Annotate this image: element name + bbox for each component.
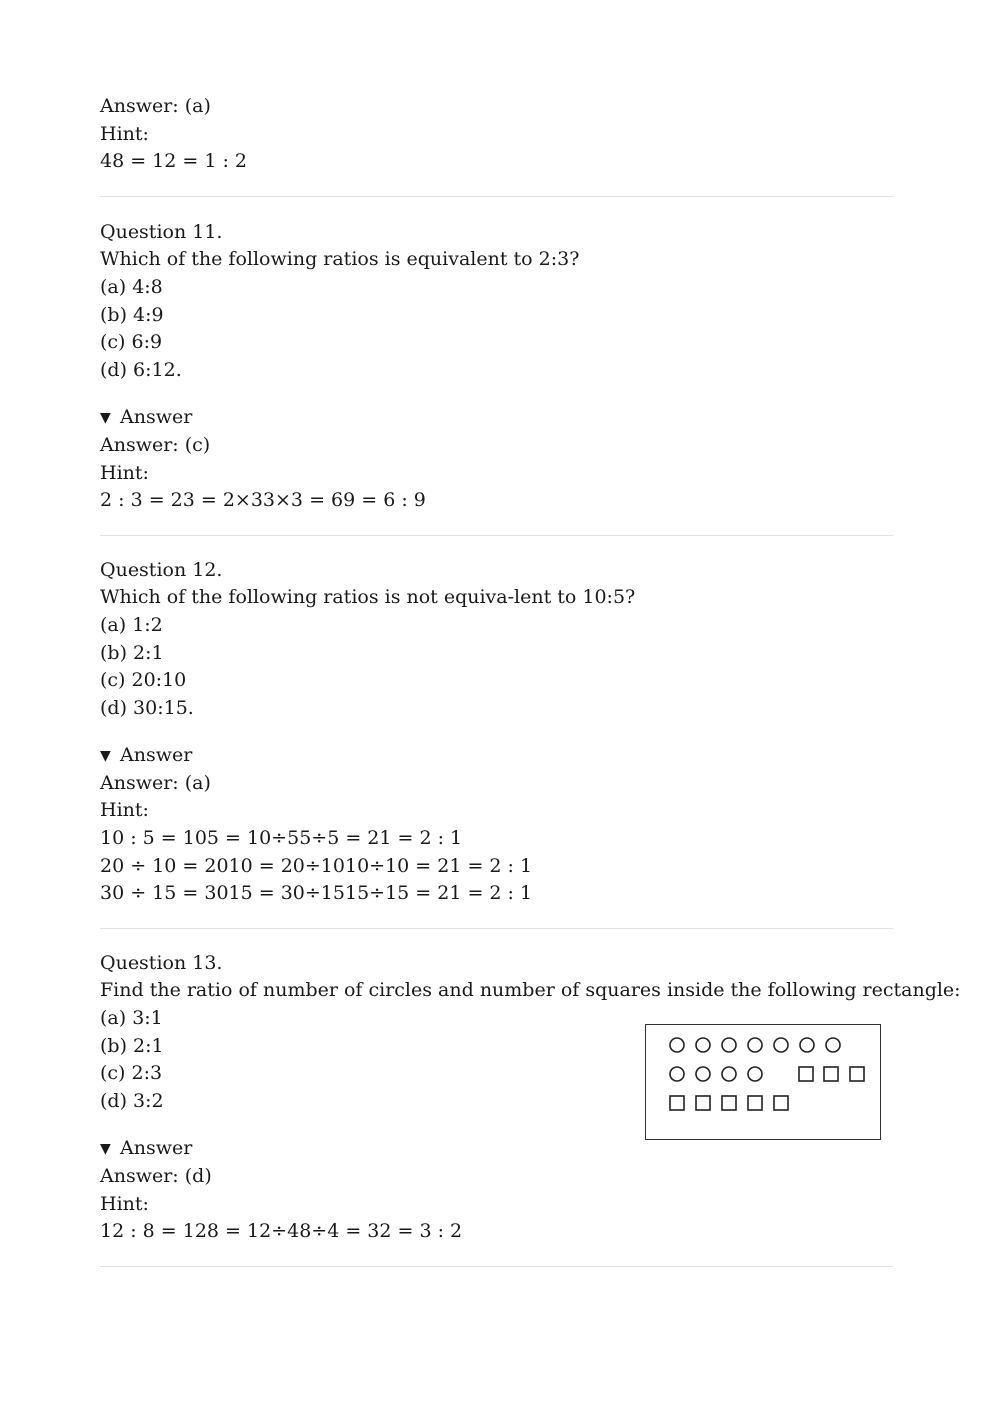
circle-shape	[670, 1067, 684, 1081]
question-title: Question 13.	[100, 951, 223, 974]
square-shape	[774, 1096, 788, 1110]
circle-shape	[696, 1038, 710, 1052]
option-b: (b) 4:9	[100, 303, 164, 326]
question-12	[100, 557, 893, 908]
answer-toggle[interactable]	[100, 742, 893, 770]
option-c: (c) 6:9	[100, 331, 163, 354]
intro-answer-block	[100, 93, 893, 176]
question-title: Question 11.	[100, 220, 223, 243]
option-c: (c) 2:3	[100, 1062, 163, 1085]
option-d: (d) 3:2	[100, 1089, 164, 1112]
hint-label: Hint:	[100, 1192, 149, 1215]
triangle-down-icon: ▼	[100, 410, 111, 427]
hint-line: 48 = 12 = 1 : 2	[100, 150, 248, 173]
answer-text: Answer: (a)	[100, 771, 211, 794]
circle-shape	[670, 1038, 684, 1052]
hint-line: 2 : 3 = 23 = 2×33×3 = 69 = 6 : 9	[100, 489, 426, 512]
option-a: (a) 1:2	[100, 613, 163, 636]
answer-toggle[interactable]	[100, 404, 893, 432]
hint-line: 12 : 8 = 128 = 12÷48÷4 = 32 = 3 : 2	[100, 1220, 463, 1243]
hint-line: 30 ÷ 15 = 3015 = 30÷1515÷15 = 21 = 2 : 1	[100, 882, 533, 905]
option-a: (a) 3:1	[100, 1007, 163, 1030]
option-d: (d) 30:15.	[100, 696, 194, 719]
option-a: (a) 4:8	[100, 275, 163, 298]
answer-text: Answer: (a)	[100, 95, 211, 117]
hint-label: Hint:	[100, 122, 149, 145]
circle-shape	[774, 1038, 788, 1052]
divider	[100, 1266, 893, 1267]
question-title: Question 12.	[100, 558, 223, 581]
hint-line: 10 : 5 = 105 = 10÷55÷5 = 21 = 2 : 1	[100, 827, 463, 850]
answer-text: Answer: (d)	[100, 1165, 212, 1187]
answer-text: Answer: (c)	[100, 433, 211, 456]
circle-shape	[696, 1067, 710, 1081]
circle-shape	[722, 1038, 736, 1052]
triangle-down-icon: ▼	[100, 1141, 111, 1158]
circle-shape	[748, 1038, 762, 1052]
square-shape	[824, 1067, 838, 1081]
question-11	[100, 219, 893, 515]
shapes-rectangle-figure	[645, 1024, 881, 1140]
question-text: Find the ratio of number of circles and number of squares inside the following rectangle:	[100, 979, 961, 1002]
option-c: (c) 20:10	[100, 669, 187, 692]
circle-shape	[748, 1067, 762, 1081]
square-shape	[748, 1096, 762, 1110]
page-content	[100, 93, 961, 1267]
question-13	[100, 950, 961, 1246]
circle-shape	[826, 1038, 840, 1052]
option-b: (b) 2:1	[100, 1034, 164, 1057]
square-shape	[850, 1067, 864, 1081]
square-shape	[670, 1096, 684, 1110]
shapes-svg	[646, 1025, 882, 1141]
question-text: Which of the following ratios is not equiva-lent to 10:5?	[100, 586, 636, 609]
option-d: (d) 6:12.	[100, 358, 182, 381]
hint-label: Hint:	[100, 799, 149, 822]
square-shape	[696, 1096, 710, 1110]
answer-toggle-label: Answer	[120, 1137, 193, 1160]
circle-shape	[800, 1038, 814, 1052]
triangle-down-icon: ▼	[100, 748, 111, 765]
hint-label: Hint:	[100, 461, 149, 484]
option-b: (b) 2:1	[100, 641, 164, 664]
square-shape	[799, 1067, 813, 1081]
square-shape	[722, 1096, 736, 1110]
answer-toggle-label: Answer	[120, 744, 193, 767]
hint-line: 20 ÷ 10 = 2010 = 20÷1010÷10 = 21 = 2 : 1	[100, 854, 533, 877]
circle-shape	[722, 1067, 736, 1081]
answer-toggle-label: Answer	[120, 406, 193, 429]
question-text: Which of the following ratios is equivalent to 2:3?	[100, 248, 580, 271]
